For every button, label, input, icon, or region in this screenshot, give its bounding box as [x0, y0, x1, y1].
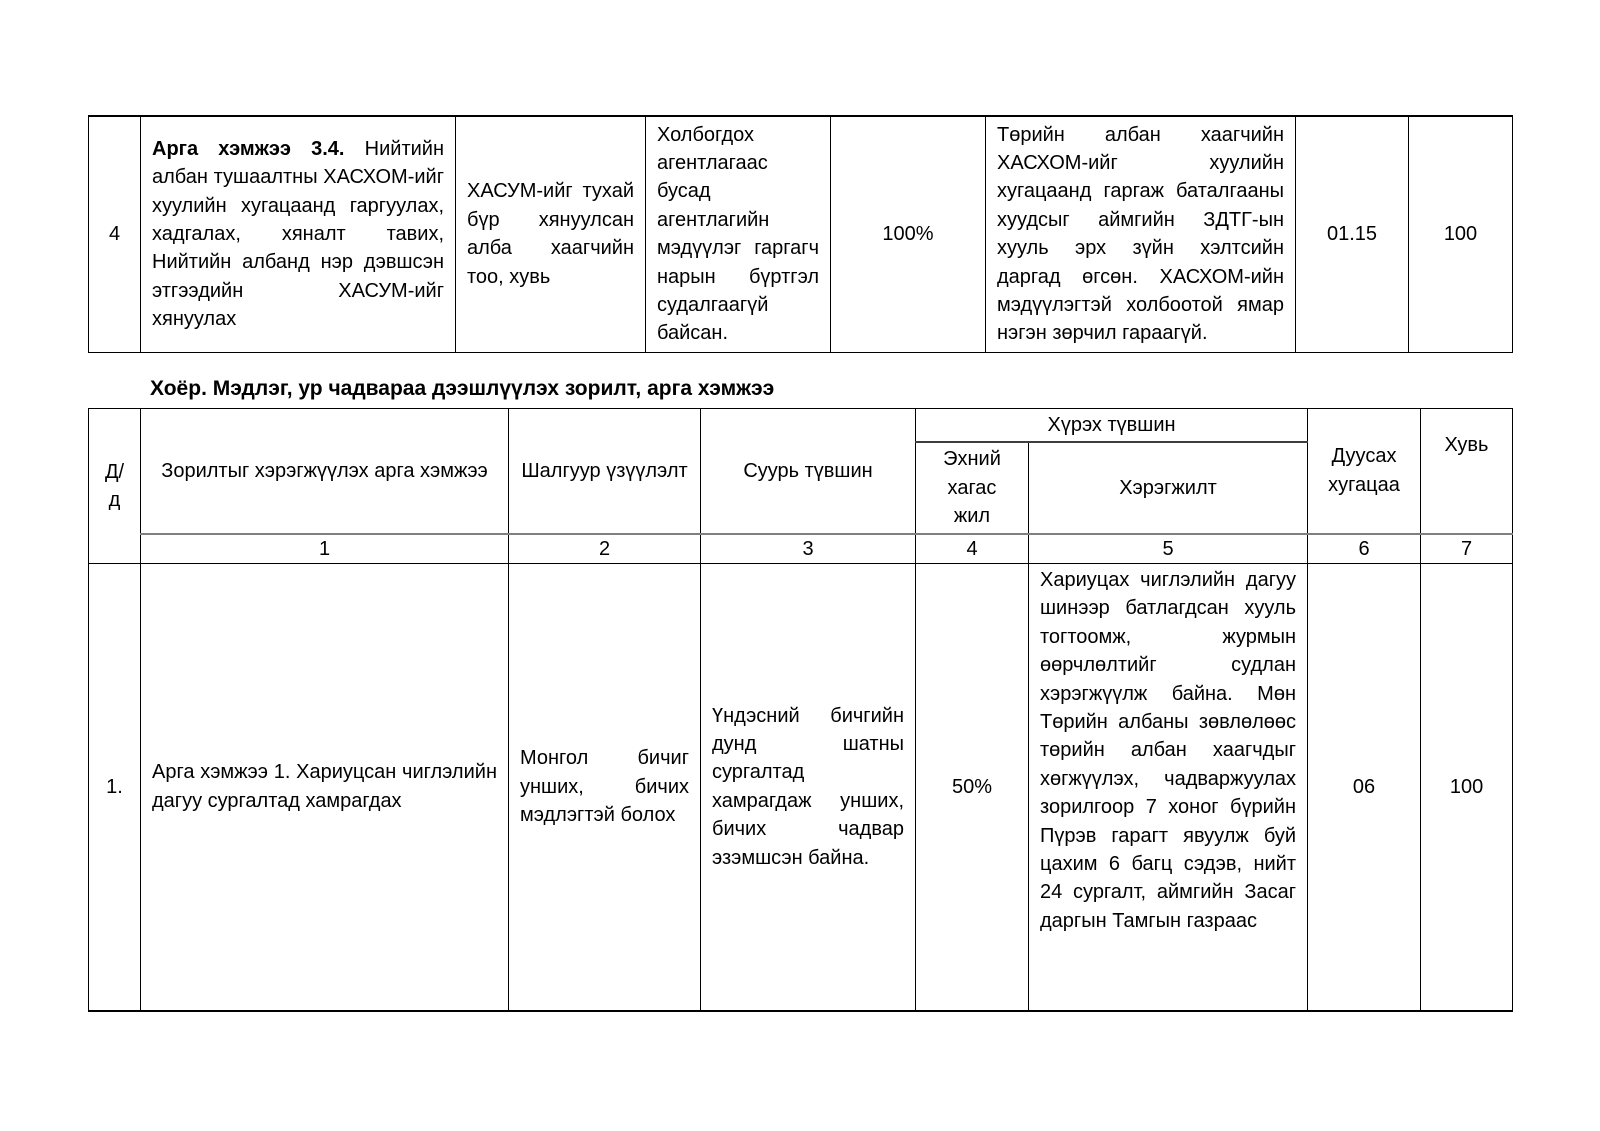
- implementation-cell: Төрийн албан хаагчийн ХАСХОМ-ийг хуулийн хугацаанд гаргаж баталгааны хуудсыг аймгийн ЗДТГ-ын хууль эрх зүйн хэлтсийн даргад өгсөн. ХАСХОМ-ийн мэдүүлэгтэй холбоотой ямар нэгэн зөрчил гараагүй.: [986, 116, 1296, 352]
- measure-title: Арга хэмжээ 3.4.: [152, 137, 345, 160]
- indicator-cell: ХАСУМ-ийг тухай бүр хянуулсан алба хаагчийн тоо, хувь: [456, 116, 646, 352]
- measure-cell: Арга хэмжээ 1. Хариуцсан чиглэлийн дагуу сургалтад хамрагдах: [141, 564, 509, 1011]
- header-first-half-cell: Эхний хагас жил: [916, 442, 1029, 533]
- measure-cell: [141, 116, 456, 352]
- row-number-cell: 4: [89, 116, 141, 352]
- implementation-cell: [1029, 564, 1308, 1011]
- deadline-cell: 06: [1308, 564, 1421, 1011]
- header-baseline-cell: Суурь түвшин: [701, 409, 916, 534]
- header-reach-level-cell: Хүрэх түвшин: [916, 409, 1308, 443]
- baseline-cell: Үндэсний бичгийн дунд шатны сургалтад хамрагдаж унших, бичих чадвар эзэмшсэн байна.: [701, 564, 916, 1011]
- header-measure-cell: Зорилтыг хэрэгжүүлэх арга хэмжээ: [141, 409, 509, 534]
- objective-two-table: [88, 408, 1513, 1012]
- percent-cell: 100: [1409, 116, 1513, 352]
- col-number-cell: 2: [509, 534, 701, 564]
- measure-text: Нийтийн албан тушаалтны ХАСХОМ-ийг хуулийн хугацаанд гаргуулах, хадгалах, хяналт тавих, Нийтийн албанд нэр дэвшсэн этгээдийн ХАСУМ-ийг хянуулах: [152, 137, 444, 331]
- indicator-cell: Монгол бичиг унших, бичих мэдлэгтэй болох: [509, 564, 701, 1011]
- deadline-cell: 01.15: [1296, 116, 1409, 352]
- header-row-top: [89, 409, 1513, 443]
- percent-cell: 100: [1421, 564, 1513, 1011]
- column-number-row: [89, 534, 1513, 564]
- col-number-cell: 5: [1029, 534, 1308, 564]
- table-row: [89, 564, 1513, 1011]
- col-number-cell: 3: [701, 534, 916, 564]
- header-deadline-cell: Дуусах хугацаа: [1308, 409, 1421, 534]
- baseline-cell: Холбогдох агентлагаас бусад агентлагийн мэдүүлэг гаргагч нарын бүртгэл судалгаагүй байсан.: [646, 116, 831, 352]
- col-number-cell: 6: [1308, 534, 1421, 564]
- header-implementation-cell: Хэрэгжилт: [1029, 442, 1308, 533]
- first-half-cell: 50%: [916, 564, 1029, 1011]
- target-cell: 100%: [831, 116, 986, 352]
- row-number-cell: 1.: [89, 564, 141, 1011]
- col-number-cell: 4: [916, 534, 1029, 564]
- header-num-cell: Д/д: [89, 409, 141, 564]
- table-row: [89, 116, 1513, 352]
- section-heading: Хоёр. Мэдлэг, ур чадвараа дээшлүүлэх зорилт, арга хэмжээ: [150, 377, 775, 400]
- col-number-cell: 1: [141, 534, 509, 564]
- header-percent-cell: Хувь: [1421, 409, 1513, 534]
- col-number-cell: 7: [1421, 534, 1513, 564]
- header-indicator-cell: Шалгуур үзүүлэлт: [509, 409, 701, 534]
- measures-table-continued: [88, 115, 1513, 353]
- implementation-text: Хариуцах чиглэлийн дагуу шинээр батлагдсан хууль тогтоомж, журмын өөрчлөлтийг судлан хэрэгжүүлж байна. Мөн Төрийн албаны зөвлөлөөс төрийн албан хаагчдыг хөгжүүлэх, чадваржуулах зорилгоор 7 хоног бүрийн Пүрэв гарагт явуулж буй цахим 6 багц сэдэв, нийт 24 сургалт, аймгийн Засаг даргын Тамгын газраас: [1040, 569, 1297, 932]
